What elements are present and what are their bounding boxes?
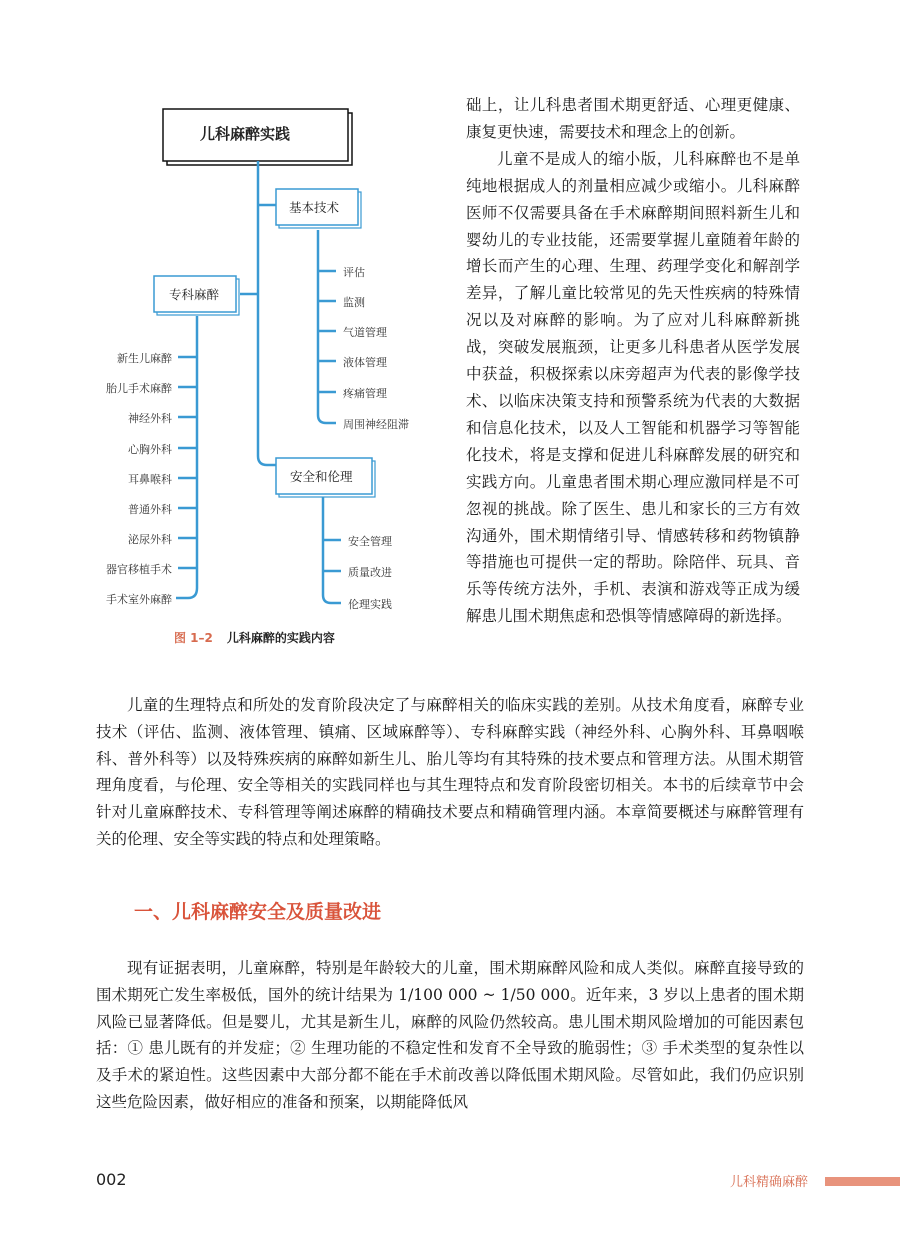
root-label: 儿科麻醉实践 bbox=[200, 125, 291, 143]
special-item: 泌尿外科 bbox=[128, 533, 172, 546]
special-item: 神经外科 bbox=[128, 412, 172, 425]
safety-item: 伦理实践 bbox=[348, 598, 392, 611]
figure-caption-text: 儿科麻醉的实践内容 bbox=[226, 631, 335, 645]
safety-item: 安全管理 bbox=[348, 535, 392, 548]
book-title: 儿科精确麻醉 bbox=[729, 1175, 808, 1190]
special-item: 手术室外麻醉 bbox=[106, 593, 172, 606]
special-item: 耳鼻喉科 bbox=[128, 473, 172, 486]
basic-item: 疼痛管理 bbox=[343, 387, 387, 400]
section-heading: 一、儿科麻醉安全及质量改进 bbox=[134, 901, 382, 923]
special-item: 心胸外科 bbox=[128, 443, 172, 456]
footer-accent-bar bbox=[825, 1177, 900, 1186]
special-item: 器官移植手术 bbox=[106, 563, 172, 576]
basic-item: 评估 bbox=[343, 266, 365, 279]
safety-box-label: 安全和伦理 bbox=[290, 469, 353, 484]
basic-item: 周围神经阻滞 bbox=[343, 418, 409, 431]
safety-item: 质量改进 bbox=[348, 566, 392, 579]
basic-item: 气道管理 bbox=[343, 326, 387, 339]
special-ticks bbox=[178, 357, 197, 568]
special-item: 新生儿麻醉 bbox=[117, 352, 172, 365]
basic-item: 液体管理 bbox=[343, 356, 387, 369]
right-column bbox=[466, 92, 800, 630]
figure-caption bbox=[174, 629, 335, 646]
basic-item: 监测 bbox=[343, 296, 365, 309]
page-number: 002 bbox=[96, 1170, 127, 1189]
paragraph: 现有证据表明，儿童麻醉，特别是年龄较大的儿童，围术期麻醉风险和成人类似。麻醉直接导致的围术期死亡发生率极低，国外的统计结果为 1/100 000 ~ 1/50 000。近年来，3 岁以上患者的围术期风险已显著降低。但是婴儿，尤其是新生儿，麻醉的风险仍然较高。患儿围术期风险增加的可能因素包括：① 患儿既有的并发症；② 生理功能的不稳定性和发育不全导致的脆弱性；③ 手术类型的复杂性以及手术的紧迫性。这些因素中大部分都不能在手术前改善以降低围术期风险。尽管如此，我们仍应识别这些危险因素，做好相应的准备和预案，以期能降低风 bbox=[96, 959, 804, 1111]
basic-ticks bbox=[318, 271, 336, 392]
special-item: 胎儿手术麻醉 bbox=[106, 382, 172, 395]
paragraph: 儿童不是成人的缩小版，儿科麻醉也不是单纯地根据成人的剂量相应减少或缩小。儿科麻醉医师不仅需要具备在手术麻醉期间照料新生儿和婴幼儿的专业技能，还需要掌握儿童随着年龄的增长而产生的心理、生理、药理学变化和解剖学差异，了解儿童比较常见的先天性疾病的特殊情况以及对麻醉的影响。为了应对儿科麻醉新挑战，突破发展瓶颈，让更多儿科患者从医学发展中获益，积极探索以床旁超声为代表的影像学技术、以临床决策支持和预警系统为代表的大数据和信息化技术，以及人工智能和机器学习等智能化技术，将是支撑和促进儿科麻醉发展的研究和实践方向。儿童患者围术期心理应激同样是不可忽视的挑战。除了医生、患儿和家长的三方有效沟通外，围术期情绪引导、情感转移和药物镇静等措施也可提供一定的帮助。除陪伴、玩具、音乐等传统方法外，手机、表演和游戏等正成为缓解患儿围术期焦虑和恐惧等情感障碍的新选择。 bbox=[466, 149, 800, 626]
special-box-label: 专科麻醉 bbox=[169, 287, 220, 302]
paragraph: 儿童的生理特点和所处的发育阶段决定了与麻醉相关的临床实践的差别。从技术角度看，麻醉专业技术（评估、监测、液体管理、镇痛、区域麻醉等）、专科麻醉实践（神经外科、心胸外科、耳鼻咽喉科、普外科等）以及特殊疾病的麻醉如新生儿、胎儿等均有其特殊的技术要点和管理方法。从围术期管理角度看，与伦理、安全等相关的实践同样也与其生理特点和发育阶段密切相关。本书的后续章节中会针对儿童麻醉技术、专科管理等阐述麻醉的精确技术要点和精确管理内涵。本章简要概述与麻醉管理有关的伦理、安全等实践的特点和处理策略。 bbox=[96, 696, 804, 848]
basic-box-label: 基本技术 bbox=[289, 200, 340, 215]
special-item: 普通外科 bbox=[128, 503, 172, 516]
safety-ticks bbox=[323, 540, 341, 571]
paragraph: 础上，让儿科患者围术期更舒适、心理更健康、康复更快速，需要技术和理念上的创新。 bbox=[466, 96, 800, 141]
figure-number: 图 1–2 bbox=[174, 631, 213, 645]
